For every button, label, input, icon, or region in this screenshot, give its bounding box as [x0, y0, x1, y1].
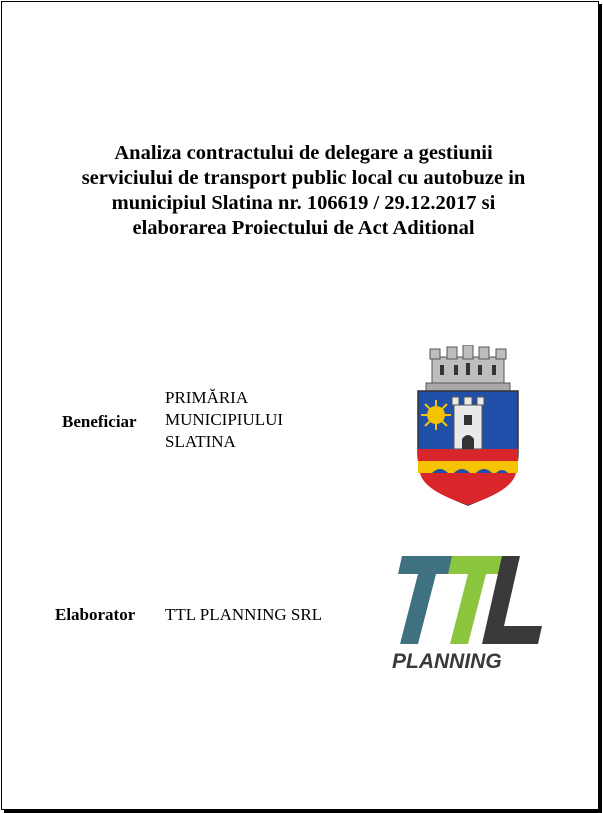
beneficiary-line: SLATINA	[165, 432, 236, 451]
beneficiary-value	[165, 387, 283, 453]
beneficiary-line: MUNICIPIULUI	[165, 410, 284, 429]
title-line: elaborarea Proiectului de Act Aditional	[132, 217, 475, 239]
developer-label: Elaborator	[55, 605, 136, 624]
logo-word: PLANNING	[392, 650, 502, 673]
title-line: municipiul Slatina nr. 106619 / 29.12.2017 si	[111, 192, 496, 214]
beneficiary-line: PRIMĂRIA	[165, 388, 249, 407]
developer-value: TTL PLANNING SRL	[165, 605, 323, 624]
page	[1, 1, 599, 810]
document-title	[32, 141, 575, 241]
title-line: serviciului de transport public local cu autobuze in	[81, 167, 526, 189]
title-line: Analiza contractului de delegare a gestiunii	[114, 142, 493, 164]
beneficiary-label: Beneficiar	[62, 412, 137, 431]
slatina-coat-of-arms-icon	[410, 345, 526, 509]
ttl-planning-logo-icon	[388, 554, 544, 674]
logo-letter-t1	[398, 556, 458, 644]
